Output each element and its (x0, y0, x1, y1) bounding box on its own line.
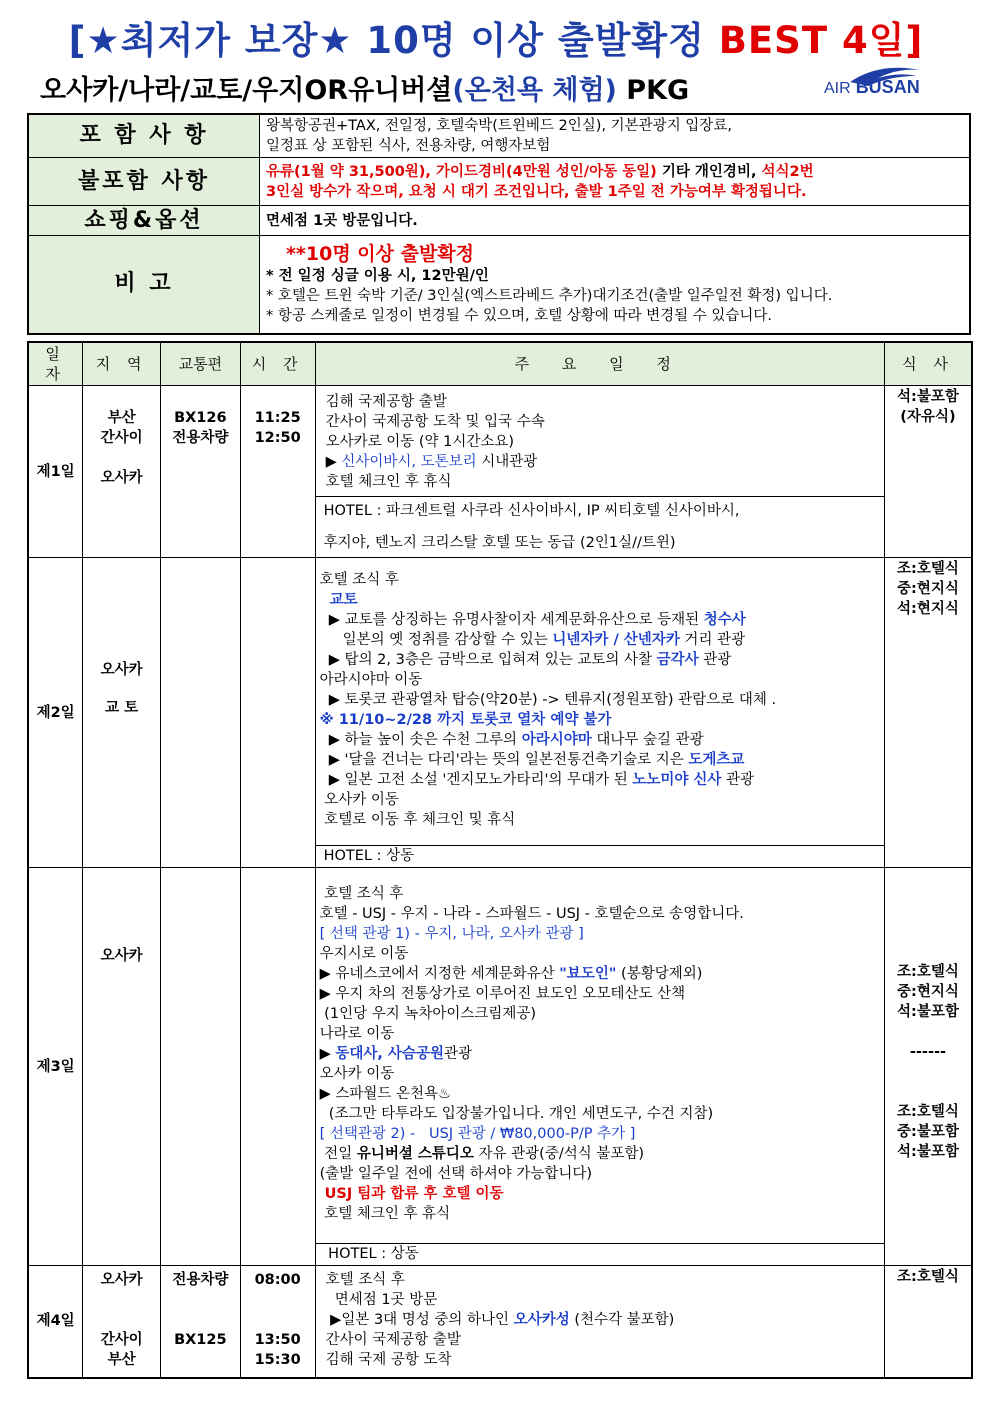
shopping-label: 쇼핑&옵션 (28, 206, 260, 236)
transport: BX125 (174, 1332, 227, 1348)
schedule-table (27, 341, 973, 1379)
place-highlight: 신사이바시, 도톤보리 (341, 454, 477, 470)
remark-value (260, 236, 971, 334)
time: 12:50 (254, 430, 301, 446)
place-highlight: 청수사 (703, 612, 746, 628)
schedule-line: 호텔 - USJ - 우지 - 나라 - 스파월드 - USJ - 호텔순으로 송영합니다. (319, 906, 744, 922)
remark-headline: **10명 이상 출발확정 (286, 243, 475, 266)
schedule-line: 우지시로 이동 (319, 946, 409, 962)
day3-row (28, 868, 972, 1244)
day3-meal (884, 868, 972, 1266)
day2-transport (160, 558, 240, 868)
schedule-text: (봉황당제외) (616, 966, 703, 982)
schedule-text: ▶ 유네스코에서 지정한 세계문화유산 (319, 966, 560, 982)
place-highlight: 오사카성 (513, 1312, 570, 1328)
schedule-line: 김해 국제 공항 도착 (325, 1352, 452, 1368)
exclude-label: 불포함 사항 (28, 158, 260, 206)
meal: 석:불포함 (897, 1144, 959, 1160)
region: 부산 (107, 410, 136, 426)
schedule-text: 전일 (319, 1146, 357, 1162)
place-highlight: 교토 (329, 592, 358, 608)
day1-time (240, 386, 315, 558)
schedule-text: 일본의 옛 정취를 감상할 수 있는 (319, 632, 553, 648)
schedule-line: 간사이 국제공항 출발 (325, 1332, 461, 1348)
subtitle-cities: 오사카/나라/교토/우지OR유니버셜 (40, 75, 453, 106)
day4-meal: 조:호텔식 (884, 1266, 972, 1378)
exclude-value (260, 158, 971, 206)
time: 15:30 (254, 1352, 301, 1368)
schedule-line: 아라시야마 이동 (319, 672, 423, 688)
place-highlight: 아라시야마 (521, 732, 592, 748)
exclude-dinner: 석식2번 (761, 163, 814, 180)
day4-region (83, 1266, 161, 1378)
region: 오사카 (100, 948, 143, 964)
bullet: ▶ (319, 1046, 336, 1062)
day1-hotel (315, 497, 884, 558)
info-table (27, 113, 971, 335)
schedule-line: (조그만 타투라도 입장불가입니다. 개인 세면도구, 수건 지참) (319, 1106, 714, 1122)
schedule-line: 오사카 이동 (319, 1066, 395, 1082)
day3-time (240, 868, 315, 1266)
day1-label: 제1일 (28, 386, 83, 558)
meal: 중:불포함 (897, 1124, 959, 1140)
schedule-text: 거리 관광 (679, 632, 746, 648)
day1-schedule (315, 386, 884, 497)
place-highlight: 니넨자카 / 산넨자카 (552, 632, 680, 648)
schedule-line: (출발 일주일 전에 선택 하셔야 가능합니다) (319, 1166, 593, 1182)
schedule-line: 호텔 체크인 후 휴식 (325, 474, 452, 490)
remark-line: * 전 일정 싱글 이용 시, 12만원/인 (266, 268, 489, 285)
transport: BX126 (174, 410, 227, 426)
day1-region (83, 386, 161, 558)
option-line: [ 선택관광 2) - USJ 관광 / ₩80,000-P/P 추가 ] (319, 1126, 636, 1142)
col-time: 시 간 (240, 342, 315, 386)
bullet: ▶ (325, 454, 342, 470)
page-title (0, 10, 992, 64)
region: 간사이 (100, 430, 143, 446)
region: 부산 (107, 1352, 136, 1368)
meal: 석:현지식 (897, 601, 959, 617)
day2-label: 제2일 (28, 558, 83, 868)
schedule-line: ▶ 토롯코 관광열차 탑승(약20분) -> 텐류지(정원포함) 관람으로 대체 . (319, 692, 777, 708)
day1-meal (884, 386, 972, 558)
schedule-text: ▶ 교토를 상징하는 유명사찰이자 세계문화유산으로 등재된 (319, 612, 704, 628)
schedule-line: 호텔 체크인 후 휴식 (319, 1206, 451, 1222)
day1-transport (160, 386, 240, 558)
col-meal: 식 사 (884, 342, 972, 386)
info-row-include (28, 114, 970, 158)
meal: 석:불포함 (897, 389, 959, 405)
title-main: [★최저가 보장★ 10명 이상 출발확정 (68, 19, 719, 62)
schedule-text: ▶일본 3대 명성 중의 하나인 (325, 1312, 514, 1328)
meal: 조:호텔식 (897, 1104, 959, 1120)
day3-region (83, 868, 161, 1266)
place-highlight: "뵤도인" (559, 966, 617, 982)
region: 오사카 (100, 662, 143, 678)
exclude-fee: 유류(1월 약 31,500원), 가이드경비(4만원 성인/아동 동일) (266, 163, 657, 180)
day2-time (240, 558, 315, 868)
schedule-text: ▶ '달을 건너는 다리'라는 뜻의 일본전통건축기술로 지은 (319, 752, 689, 768)
day2-hotel: HOTEL : 상동 (315, 846, 884, 868)
logo-air: AIR (824, 80, 851, 97)
col-schedule: 주 요 일 정 (315, 342, 884, 386)
schedule-header-row (28, 342, 972, 386)
meal: 조:호텔식 (897, 964, 959, 980)
col-transport: 교통편 (160, 342, 240, 386)
day4-time (240, 1266, 315, 1378)
day2-schedule (315, 558, 884, 846)
meal: 석:불포함 (897, 1004, 959, 1020)
hotel-line: 후지야, 텐노지 크리스탈 호텔 또는 동급 (2인1실//트윈) (323, 535, 676, 551)
region: 간사이 (100, 1332, 143, 1348)
place-highlight: 유니버셜 스튜디오 (356, 1146, 474, 1162)
exclude-etc: 기타 개인경비, (656, 163, 762, 180)
schedule-line: 호텔 조식 후 (325, 1272, 405, 1288)
page-subtitle (40, 68, 689, 107)
schedule-line: 간사이 국제공항 도착 및 입국 수속 (325, 414, 545, 430)
day4-schedule (315, 1266, 884, 1378)
time: 08:00 (254, 1272, 301, 1288)
transport: 전용차량 (172, 430, 229, 446)
day1-row (28, 386, 972, 497)
meal: (자유식) (900, 409, 956, 425)
place-highlight: 금각사 (656, 652, 699, 668)
schedule-text: ▶ 일본 고전 소설 '겐지모노가타리'의 무대가 된 (319, 772, 633, 788)
region: 오사카 (100, 1272, 143, 1288)
meal-separator: ------ (909, 1044, 946, 1060)
col-region: 지 역 (83, 342, 161, 386)
region: 오사카 (100, 470, 143, 486)
day2-meal (884, 558, 972, 868)
day4-label: 제4일 (28, 1266, 83, 1378)
info-row-exclude (28, 158, 970, 206)
remark-label: 비 고 (28, 236, 260, 334)
remark-line: * 항공 스케줄로 일정이 변경될 수 있으며, 호텔 상황에 따라 변경될 수 있습니다. (266, 308, 772, 325)
meal: 조:호텔식 (897, 561, 959, 577)
include-line: 일정표 상 포함된 식사, 전용차량, 여행자보험 (266, 138, 551, 154)
notice-line: USJ 팀과 합류 후 호텔 이동 (319, 1186, 504, 1202)
schedule-text: 자유 관광(중/석식 불포함) (473, 1146, 645, 1162)
info-row-shopping (28, 206, 970, 236)
time: 11:25 (254, 410, 301, 426)
day4-row (28, 1266, 972, 1378)
air-busan-logo (820, 60, 935, 102)
schedule-text: 관광 (721, 772, 755, 788)
day3-schedule (315, 868, 884, 1244)
transport: 전용차량 (172, 1272, 229, 1288)
schedule-text: (천수각 불포함) (569, 1312, 675, 1328)
subtitle-onsen: (온천욕 체험) (452, 75, 617, 106)
day3-label: 제3일 (28, 868, 83, 1266)
schedule-text: 관광 (698, 652, 732, 668)
day3-hotel: HOTEL : 상동 (315, 1244, 884, 1266)
remark-line: * 호텔은 트윈 숙박 기준/ 3인실(엑스트라베드 추가)대기조건(출발 일주일전 확정) 입니다. (266, 288, 833, 305)
day2-row (28, 558, 972, 846)
subtitle-pkg: PKG (616, 75, 690, 106)
exclude-note: 3인실 방수가 작으며, 요청 시 대기 조건입니다, 출발 1주일 전 가능여부 확정됩니다. (266, 183, 807, 200)
schedule-line: 호텔 조식 후 (319, 572, 399, 588)
col-day: 일 자 (28, 342, 83, 386)
schedule-text: 관광 (443, 1046, 472, 1062)
day2-region (83, 558, 161, 868)
schedule-line: 오사카로 이동 (약 1시간소요) (325, 434, 515, 450)
place-highlight: 동대사, 사슴공원 (335, 1046, 444, 1062)
include-value (260, 114, 971, 158)
schedule-line: 호텔로 이동 후 체크인 및 휴식 (319, 812, 516, 828)
meal: 중:현지식 (897, 581, 959, 597)
place-highlight: 도게츠교 (688, 752, 745, 768)
schedule-text: 시내관광 (476, 454, 538, 470)
day4-transport (160, 1266, 240, 1378)
info-row-remark (28, 236, 970, 334)
time: 13:50 (254, 1332, 301, 1348)
schedule-line: 면세점 1곳 방문 (325, 1292, 438, 1308)
schedule-text: ▶ 하늘 높이 솟은 수천 그루의 (319, 732, 522, 748)
schedule-line: 나라로 이동 (319, 1026, 395, 1042)
include-label: 포 함 사 항 (28, 114, 260, 158)
schedule-text: ▶ 탑의 2, 3층은 금박으로 입혀져 있는 교토의 사찰 (319, 652, 657, 668)
logo-busan: BUSAN (855, 77, 920, 97)
place-highlight: 노노미야 신사 (632, 772, 722, 788)
logo-text (824, 77, 920, 98)
region: 교 토 (105, 700, 139, 716)
schedule-line: 호텔 조식 후 (319, 886, 404, 902)
option-line: [ 선택 관광 1) - 우지, 나라, 오사카 관광 ] (319, 926, 584, 942)
schedule-text: 대나무 숲길 관광 (591, 732, 704, 748)
include-line: 왕복항공권+TAX, 전일정, 호텔숙박(트윈베드 2인실), 기본관광지 입장료, (266, 118, 732, 134)
notice-line: ※ 11/10~2/28 까지 토롯코 열차 예약 불가 (319, 712, 612, 728)
schedule-line: ▶ 스파월드 온천욕♨ (319, 1086, 451, 1102)
title-best: BEST 4일] (718, 19, 924, 62)
meal: 중:현지식 (897, 984, 959, 1000)
schedule-line: 김해 국제공항 출발 (325, 394, 447, 410)
schedule-line: (1인당 우지 녹차아이스크림제공) (319, 1006, 537, 1022)
shopping-value: 면세점 1곳 방문입니다. (260, 206, 971, 236)
hotel-line: HOTEL : 파크센트럴 사쿠라 신사이바시, IP 씨티호텔 신사이바시, (323, 503, 740, 519)
schedule-line: ▶ 우지 차의 전통상가로 이루어진 뵤도인 오모테산도 산책 (319, 986, 686, 1002)
day3-transport (160, 868, 240, 1266)
schedule-line: 오사카 이동 (319, 792, 399, 808)
